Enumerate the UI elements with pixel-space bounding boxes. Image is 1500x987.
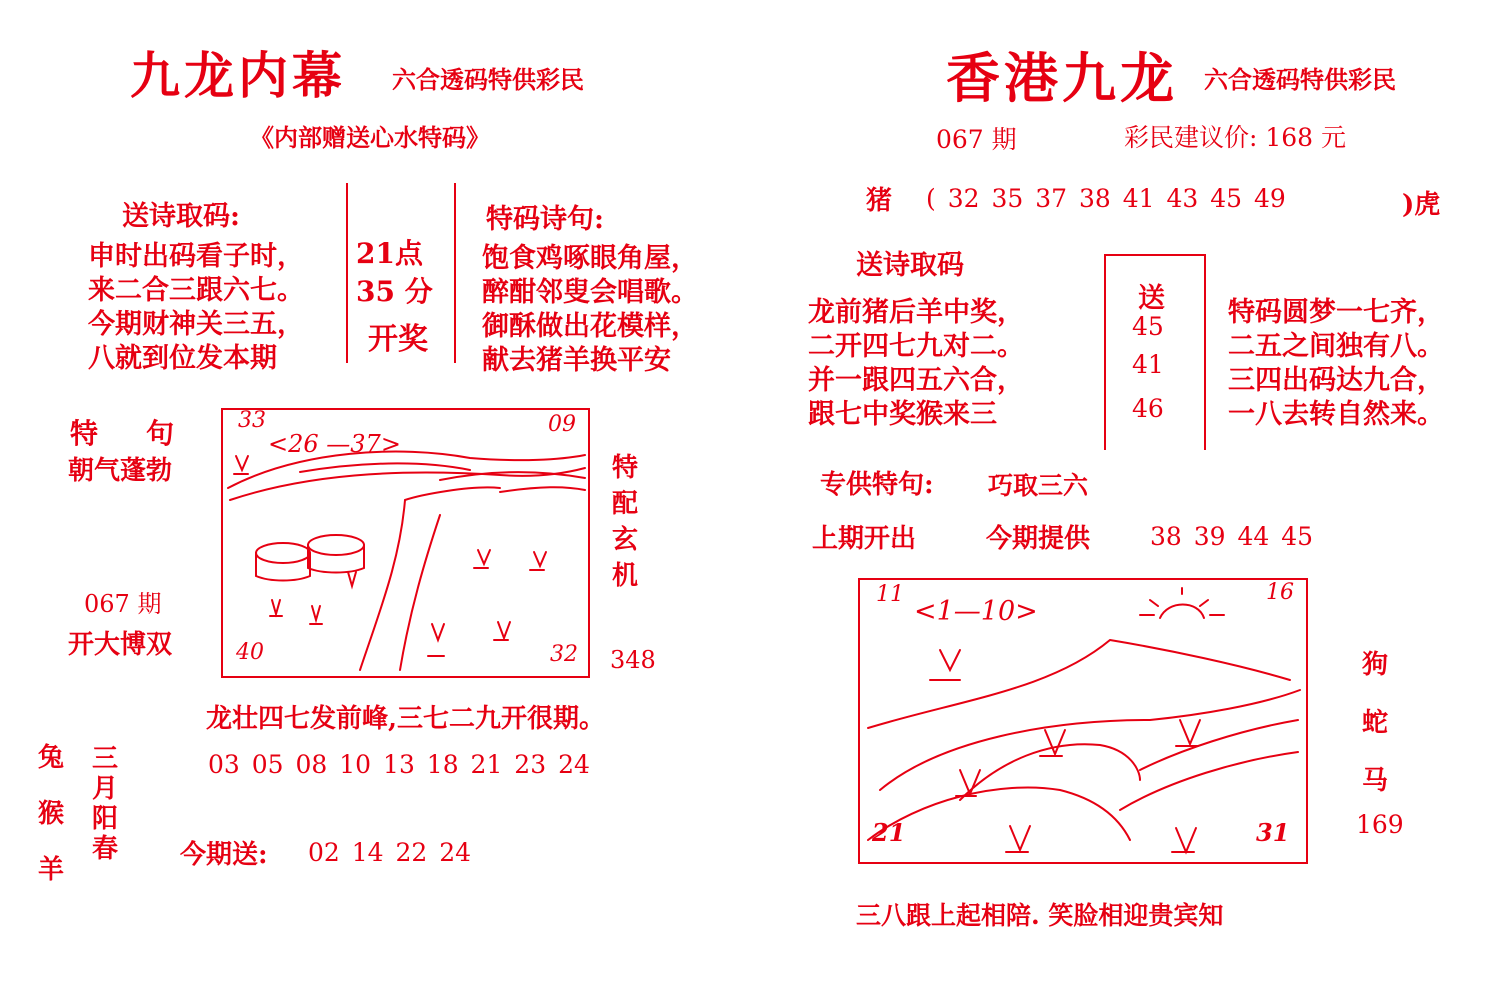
side-char: 配 [612,489,639,519]
poem-line: 一八去转自然来。 [1228,399,1444,430]
sprout [348,572,356,586]
mountain [868,640,1290,728]
side-char: 玄 [612,525,639,555]
right-issue: 067 期 [936,125,1017,154]
poem-line: 二开四七九对二。 [808,331,1024,362]
left-hill-line [228,452,585,488]
poem-line: 饱食鸡啄眼角屋， [482,243,698,274]
hill-line [868,787,1130,840]
right-side-number: 169 [1356,810,1404,839]
sketch-corner-tr: 09 [548,412,576,437]
special-value: 巧取三六 [988,471,1089,500]
range-close: )虎 [1402,190,1441,220]
box-number: 45 [1132,312,1164,341]
provide-numbers: 38 39 44 45 [1150,522,1314,551]
hut-roof [256,543,310,563]
left-river-line [400,515,440,670]
sprout [270,600,282,616]
sketch-range: <1—10> [914,596,1038,627]
draw-label: 开奖 [368,322,428,357]
left-hill-line [500,487,585,492]
sun [1160,605,1204,619]
sketch-corner-tl: 11 [876,582,904,607]
season-char: 阳 [92,804,119,834]
left-poem-header: 送诗取码: [122,201,240,232]
sprout [1176,720,1200,746]
left-bottom-verse: 龙壮四七发前峰,三七二九开很期。 [206,704,606,734]
sprout [930,650,960,680]
zodiac: 兔 [38,743,65,773]
right-price: 彩民建议价: 168 元 [1124,123,1347,152]
poem-line: 并一跟四五六合， [808,365,1024,396]
sprout [1006,826,1030,852]
draw-hour: 21点 [356,237,423,270]
right-poem-header: 送诗取码 [856,250,964,281]
draw-minute: 35 分 [356,275,433,308]
sketch-corner-bl: 21 [872,818,906,847]
big-small: 开大博双 [68,630,173,660]
sprout [1172,828,1196,852]
poem-line: 献去猪羊换平安 [482,345,671,376]
special-phrase-title-1: 特 [70,417,99,450]
poem-line: 特码圆梦一七齐， [1228,297,1444,328]
poem-line: 来二合三跟六七。 [88,275,304,306]
zodiac: 狗 [1362,650,1389,680]
right-title: 香港九龙 [946,46,1178,110]
left-issue: 067 期 [84,590,162,618]
left-subtitle: 《内部赠送心水特码》 [250,123,490,152]
right-bottom-verse: 三八跟上起相陪. 笑脸相迎贵宾知 [856,901,1224,930]
hill-line [880,690,1300,790]
season-char: 春 [92,834,119,864]
sprout [310,606,322,624]
zodiac: 羊 [38,855,65,885]
left-special-poem-header: 特码诗句: [486,204,604,235]
sprout [428,624,444,656]
special-phrase: 朝气蓬勃 [68,456,173,486]
poem-line: 龙前猪后羊中奖， [808,297,1024,328]
zodiac: 蛇 [1362,708,1389,738]
sprout [530,552,546,570]
poem-line: 醉酣邻叟会唱歌。 [482,277,698,308]
poem-line: 今期财神关三五， [88,309,304,340]
hill-line [1120,752,1298,810]
hill-line [1140,720,1298,770]
left-hill-line [300,463,470,472]
sketch-corner-tr: 16 [1266,580,1294,605]
hut-body [256,553,310,581]
sprout [474,550,490,568]
zodiac: 马 [1362,766,1389,796]
today-numbers: 02 14 22 24 [308,838,472,867]
left-tagline: 六合透码特供彩民 [392,65,584,94]
side-char: 机 [612,561,639,591]
sketch-corner-tl: 33 [238,408,266,433]
poem-line: 八就到位发本期 [88,343,277,374]
left-title: 九龙内幕 [130,46,346,105]
sun-rays [1140,588,1224,615]
left-river-line [405,487,500,500]
special-phrase-title-2: 句 [146,417,175,450]
poem-line: 二五之间独有八。 [1228,331,1444,362]
left-side-number: 348 [610,646,656,674]
hut-roof [308,535,364,555]
left-numbers: 03 05 08 10 13 18 21 23 24 [208,750,590,779]
sketch-corner-br: 32 [550,642,578,667]
side-char: 特 [612,453,639,483]
left-river-line [360,500,405,670]
range-numbers: ( 32 35 37 38 41 43 45 49 [926,184,1286,213]
today-label: 今期送: [180,840,268,870]
last-label: 上期开出 [812,524,917,554]
box-number: 41 [1132,350,1164,379]
zodiac: 猴 [38,799,65,829]
poem-line: 申时出码看子时， [88,241,304,272]
poem-line: 跟七中奖猴来三 [808,399,997,430]
box-send-label: 送 [1138,283,1165,314]
season-char: 三 [92,744,119,774]
sprout [234,456,248,474]
sketch-corner-br: 31 [1256,818,1290,847]
season-char: 月 [92,774,119,804]
box-number: 46 [1132,394,1164,423]
sprout [1040,730,1065,756]
poem-line: 三四出码达九合， [1228,365,1444,396]
hut-body [308,545,364,573]
right-tagline: 六合透码特供彩民 [1204,65,1396,94]
poem-line: 御酥做出花模样， [482,311,698,342]
sprout [494,622,510,640]
special-label: 专供特句: [820,470,934,500]
sketch-range: <26 —37> [268,430,401,458]
provide-label: 今期提供 [986,524,1091,554]
pig-label: 猪 [866,186,893,216]
sketch-corner-bl: 40 [236,640,264,665]
